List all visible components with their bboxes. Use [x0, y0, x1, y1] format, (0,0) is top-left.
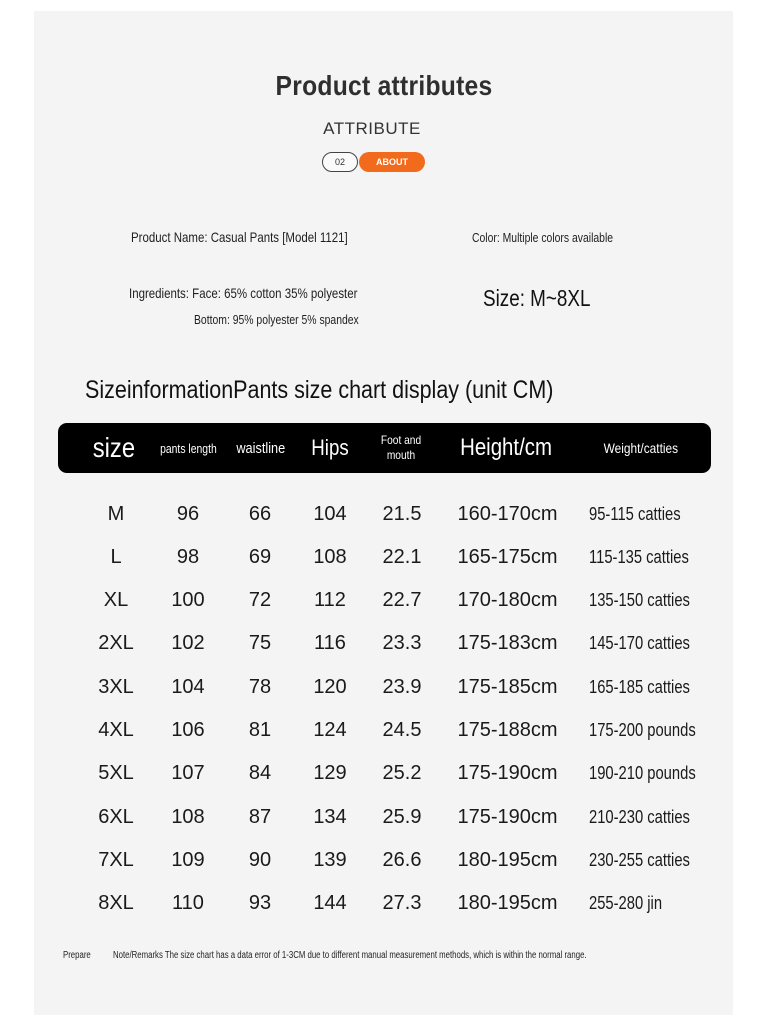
cell-height: 175-185cm: [457, 675, 558, 698]
cell-waistline: 66: [248, 502, 272, 525]
cell-foot-mouth: 26.6: [382, 848, 422, 871]
cell-weight: 210-230 catties: [589, 806, 690, 827]
table-row: [0, 667, 768, 707]
cell-pants-length: 109: [171, 848, 205, 871]
cell-pants-length: 110: [172, 892, 204, 915]
size-chart-heading: SizeinformationPants size chart display (unit CM): [85, 376, 554, 404]
cell-weight: 165-185 catties: [589, 676, 690, 697]
table-row: [0, 624, 768, 664]
cell-size: 6XL: [98, 805, 134, 828]
cell-height: 175-188cm: [457, 719, 558, 741]
cell-pants-length: 102: [171, 632, 205, 655]
page-subtitle: ATTRIBUTE: [323, 119, 421, 138]
cell-hips: 139: [313, 848, 347, 871]
size-chart-header: [58, 423, 711, 473]
cell-waistline: 75: [248, 632, 272, 655]
cell-waistline: 69: [248, 545, 272, 568]
footer-prepare: Prepare: [63, 950, 91, 961]
column-header-size: size: [92, 432, 136, 463]
page-title: Product attributes: [275, 70, 493, 101]
cell-weight: 190-210 pounds: [589, 763, 696, 784]
column-header-weight: Weight/catties: [603, 440, 679, 456]
cell-foot-mouth: 23.3: [382, 632, 422, 655]
cell-foot-mouth: 23.9: [382, 675, 422, 698]
cell-height: 180-195cm: [457, 848, 558, 871]
cell-hips: 108: [313, 545, 347, 568]
cell-size: 5XL: [98, 762, 134, 785]
cell-weight: 115-135 catties: [589, 546, 689, 567]
cell-pants-length: 98: [176, 545, 200, 568]
cell-foot-mouth: 25.2: [382, 762, 422, 785]
cell-hips: 134: [313, 805, 347, 828]
table-row: [0, 711, 768, 751]
cell-hips: 120: [313, 675, 347, 698]
cell-height: 165-175cm: [457, 545, 558, 568]
cell-weight: 135-150 catties: [589, 590, 690, 611]
cell-weight: 145-170 catties: [589, 633, 690, 654]
about-badge: ABOUT: [359, 152, 425, 172]
cell-pants-length: 108: [171, 805, 205, 828]
cell-foot-mouth: 24.5: [382, 719, 422, 741]
color-text: Color: Multiple colors available: [472, 230, 614, 245]
cell-height: 175-190cm: [457, 805, 558, 828]
cell-height: 160-170cm: [457, 502, 558, 525]
cell-height: 175-190cm: [457, 762, 558, 785]
cell-pants-length: 100: [171, 589, 205, 612]
column-header-hips: Hips: [311, 435, 349, 460]
footer-note: Note/Remarks The size chart has a data error of 1-3CM due to different manual measurement methods, which is within the normal range.: [113, 950, 587, 961]
cell-pants-length: 106: [171, 719, 205, 741]
cell-size: 2XL: [98, 632, 134, 655]
cell-hips: 104: [313, 502, 347, 525]
column-header-waistline: waistline: [236, 439, 286, 457]
column-header-foot-mouth: Foot and mouth: [380, 433, 422, 462]
cell-hips: 112: [314, 589, 346, 612]
section-number-badge: 02: [322, 152, 358, 172]
cell-hips: 124: [313, 719, 347, 741]
cell-hips: 129: [313, 762, 347, 785]
cell-foot-mouth: 27.3: [382, 892, 422, 915]
cell-waistline: 78: [248, 675, 272, 698]
cell-weight: 95-115 catties: [589, 503, 681, 524]
cell-height: 175-183cm: [457, 632, 558, 655]
cell-size: XL: [103, 589, 129, 612]
cell-height: 180-195cm: [457, 892, 558, 915]
cell-size: 4XL: [98, 719, 134, 741]
cell-weight: 175-200 pounds: [589, 720, 696, 740]
size-range-text: Size: M~8XL: [483, 285, 591, 311]
ingredients-face-text: Ingredients: Face: 65% cotton 35% polyester: [129, 285, 358, 301]
table-row: [0, 754, 768, 794]
cell-foot-mouth: 25.9: [382, 805, 422, 828]
cell-waistline: 72: [248, 589, 272, 612]
cell-foot-mouth: 22.1: [382, 545, 422, 568]
product-name-text: Product Name: Casual Pants [Model 1121]: [131, 229, 348, 245]
cell-waistline: 84: [248, 762, 272, 785]
table-row: [0, 494, 768, 534]
table-row: [0, 797, 768, 837]
cell-weight: 255-280 jin: [589, 893, 663, 914]
cell-foot-mouth: 22.7: [382, 589, 422, 612]
cell-size: 8XL: [98, 892, 134, 915]
cell-foot-mouth: 21.5: [382, 502, 422, 525]
table-row: [0, 537, 768, 577]
column-header-height: Height/cm: [460, 434, 552, 461]
table-row: [0, 840, 768, 880]
table-row: [0, 884, 768, 924]
cell-size: L: [110, 545, 122, 568]
cell-hips: 116: [314, 632, 346, 655]
ingredients-bottom-text: Bottom: 95% polyester 5% spandex: [194, 312, 359, 327]
cell-pants-length: 107: [171, 762, 205, 785]
cell-weight: 230-255 catties: [589, 849, 690, 870]
cell-waistline: 93: [248, 892, 272, 915]
table-row: [0, 581, 768, 621]
cell-pants-length: 104: [171, 675, 205, 698]
cell-waistline: 81: [248, 719, 272, 741]
cell-height: 170-180cm: [457, 589, 558, 612]
cell-size: 7XL: [98, 848, 134, 871]
cell-hips: 144: [313, 892, 347, 915]
cell-waistline: 87: [248, 805, 272, 828]
cell-pants-length: 96: [176, 502, 200, 525]
cell-waistline: 90: [248, 848, 272, 871]
cell-size: M: [107, 502, 125, 525]
cell-size: 3XL: [98, 675, 134, 698]
column-header-pants-length: pants length: [159, 440, 217, 456]
